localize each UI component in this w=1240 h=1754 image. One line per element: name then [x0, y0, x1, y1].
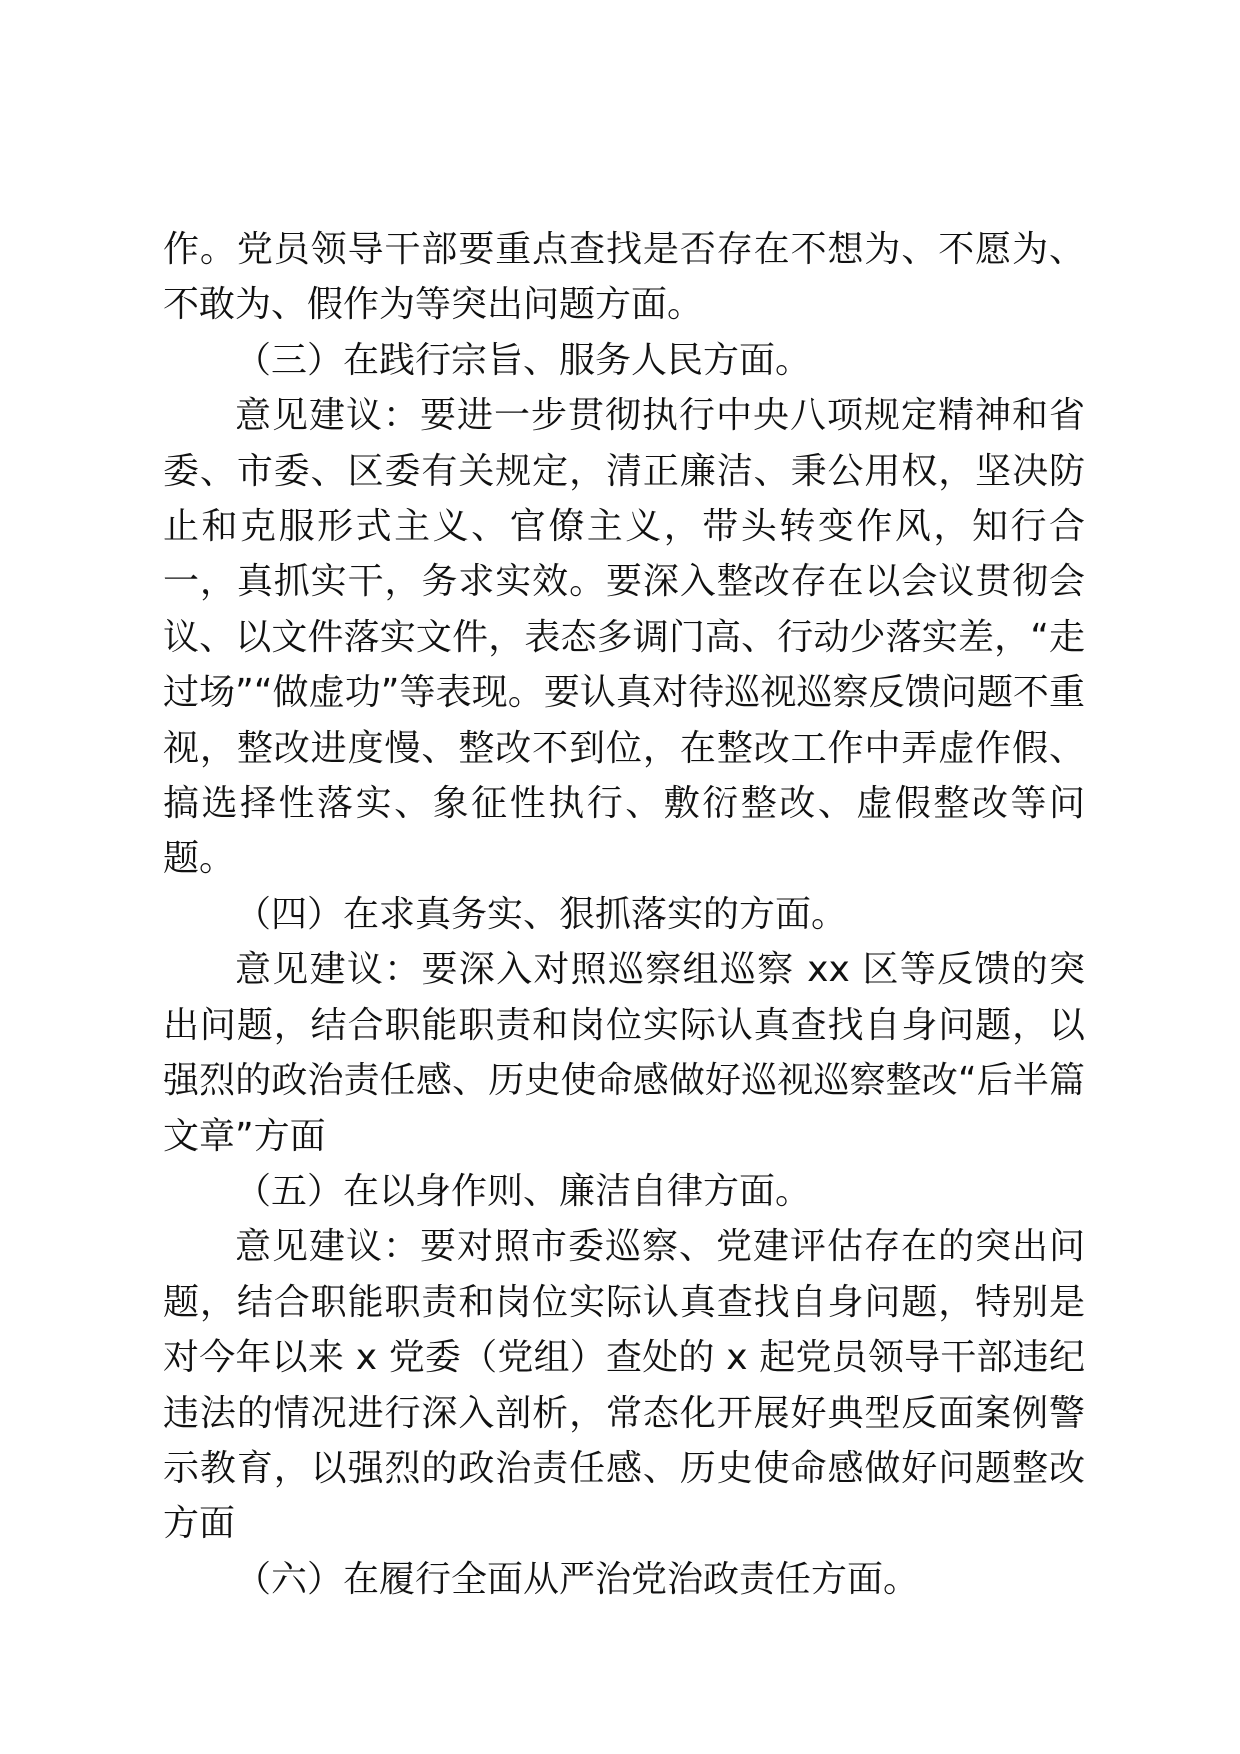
- section-heading-4: （四）在求真务实、狠抓落实的方面。: [235, 893, 848, 935]
- section-heading-3: （三）在践行宗旨、服务人民方面。: [235, 339, 812, 381]
- suggestion-paragraph-3: 意见建议：要进一步贯彻执行中央八项规定精神和省委、市委、区委有关规定，清正廉洁、秉公用权，坚决防止和克服形式主义、官僚主义，带头转变作风，知行合一，真抓实干，务求实效。要深入整改存在以会议贯彻会议、以文件落实文件，表态多调门高、行动少落实差，“走过场”“做虚功”等表现。要认真对待巡视巡察反馈问题不重视，整改进度慢、整改不到位，在整改工作中弄虚作假、搞选择性落实、象征性执行、敷衍整改、虚假整改等问题。: [163, 395, 1085, 880]
- document-body: [163, 222, 1085, 1607]
- paragraph-continuation: 作。党员领导干部要重点查找是否存在不想为、不愿为、不敢为、假作为等突出问题方面。: [163, 229, 1085, 326]
- suggestion-paragraph-5: 意见建议：要对照市委巡察、党建评估存在的突出问题，结合职能职责和岗位实际认真查找自身问题，特别是对今年以来 x 党委（党组）查处的 x 起党员领导干部违纪违法的情况进行深入剖析，常态化开展好典型反面案例警示教育，以强烈的政治责任感、历史使命感做好问题整改方面: [163, 1226, 1085, 1545]
- suggestion-paragraph-4: 意见建议：要深入对照巡察组巡察 xx 区等反馈的突出问题，结合职能职责和岗位实际认真查找自身问题，以强烈的政治责任感、历史使命感做好巡视巡察整改“后半篇文章”方面: [163, 949, 1085, 1157]
- section-heading-5: （五）在以身作则、廉洁自律方面。: [235, 1170, 812, 1212]
- section-heading-6: （六）在履行全面从严治党治政责任方面。: [235, 1558, 920, 1600]
